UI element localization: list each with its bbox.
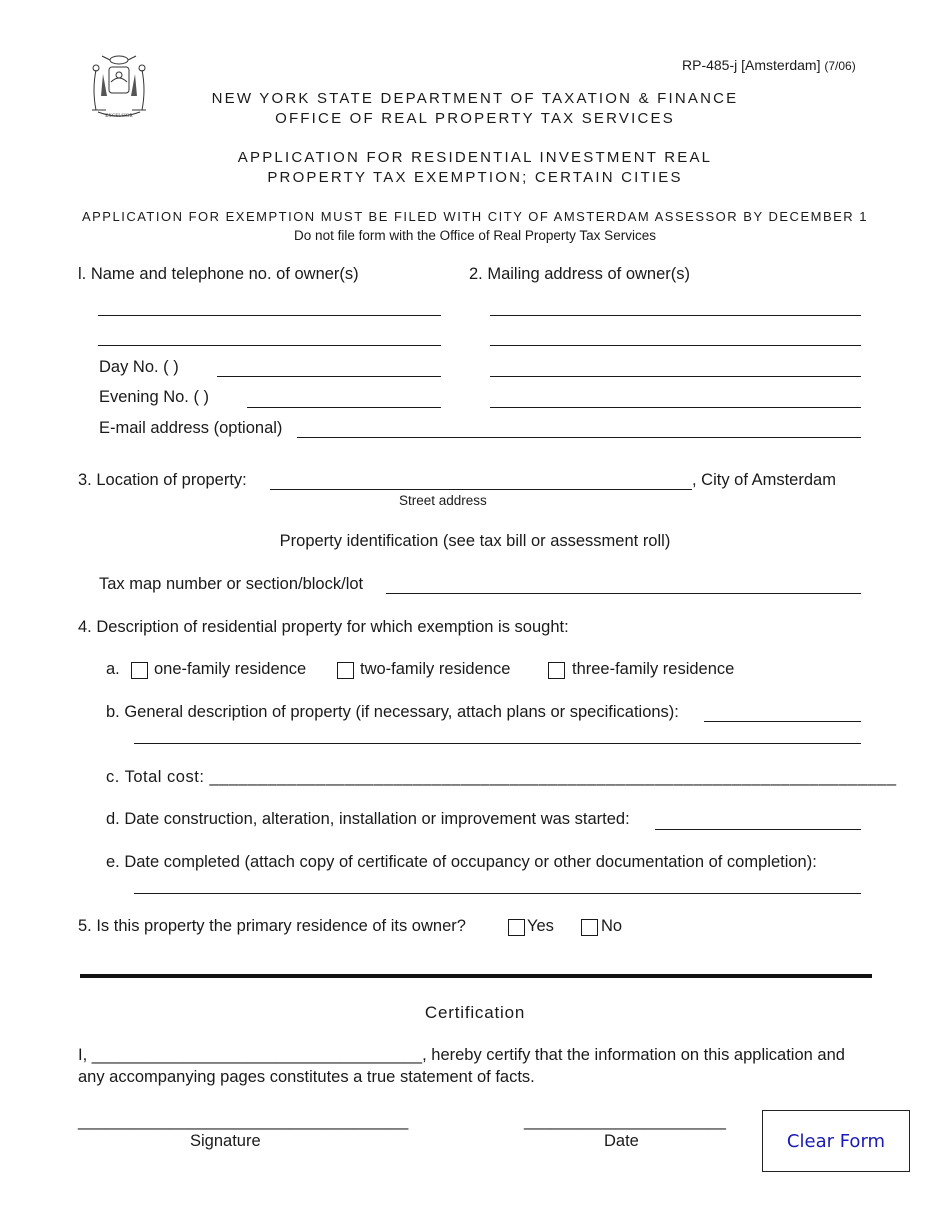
- svg-text:EXCELSIOR: EXCELSIOR: [105, 114, 133, 119]
- general-description-field-2[interactable]: [134, 743, 861, 744]
- mailing-address-label: 2. Mailing address of owner(s): [469, 265, 691, 283]
- mailing-address-field-1[interactable]: [490, 315, 861, 316]
- description-label: 4. Description of residential property for which exemption is sought:: [78, 618, 569, 636]
- item-a-prefix: a.: [106, 660, 120, 678]
- signature-label: Signature: [190, 1132, 261, 1150]
- start-date-label: d. Date construction, alteration, installation or improvement was started:: [106, 810, 630, 828]
- two-family-checkbox[interactable]: [337, 662, 354, 679]
- two-family-label: two-family residence: [360, 660, 511, 678]
- clear-form-button[interactable]: Clear Form: [762, 1110, 910, 1172]
- mailing-address-field-4[interactable]: [490, 407, 861, 408]
- form-id: [682, 57, 856, 73]
- date-field[interactable]: ______________________: [524, 1112, 726, 1130]
- evening-phone-label: Evening No. ( ): [99, 388, 210, 406]
- evening-phone-field[interactable]: [247, 407, 441, 408]
- three-family-checkbox[interactable]: [548, 662, 565, 679]
- form-id-text: RP-485-j [Amsterdam]: [682, 57, 821, 73]
- owner-name-label: l. Name and telephone no. of owner(s): [78, 265, 359, 283]
- certifier-name-field[interactable]: [95, 1046, 425, 1066]
- email-label: E-mail address (optional): [99, 419, 283, 437]
- email-field[interactable]: [297, 437, 861, 438]
- yes-label: Yes: [527, 917, 554, 935]
- completion-date-field[interactable]: [134, 893, 861, 894]
- certification-text-line-2: any accompanying pages constitutes a true statement of facts.: [78, 1068, 535, 1086]
- street-address-caption: Street address: [399, 493, 487, 508]
- mailing-address-field-2[interactable]: [490, 345, 861, 346]
- location-label: 3. Location of property:: [78, 471, 247, 489]
- no-checkbox[interactable]: [581, 919, 598, 936]
- start-date-field[interactable]: [655, 829, 861, 830]
- property-id-heading: Property identification (see tax bill or assessment roll): [279, 532, 671, 550]
- street-address-field[interactable]: [270, 489, 692, 490]
- total-cost-label: c. Total cost: _______________________________________________________________________: [106, 768, 897, 786]
- general-description-field-1[interactable]: [704, 721, 861, 722]
- total-cost-field[interactable]: [216, 768, 861, 788]
- certification-text-line-1: I, ____________________________________, hereby certify that the information on this application and: [78, 1046, 845, 1064]
- certification-heading: Certification: [424, 1003, 526, 1022]
- tax-map-field[interactable]: [386, 593, 861, 594]
- section-divider: [80, 974, 872, 978]
- no-label: No: [601, 917, 623, 935]
- day-phone-field[interactable]: [217, 376, 441, 377]
- owner-name-field-2[interactable]: [98, 345, 441, 346]
- completion-date-label: e. Date completed (attach copy of certificate of occupancy or other documentation of completion):: [106, 853, 817, 871]
- department-line-2: OFFICE OF REAL PROPERTY TAX SERVICES: [275, 110, 675, 127]
- mailing-address-field-3[interactable]: [490, 376, 861, 377]
- department-line-1: NEW YORK STATE DEPARTMENT OF TAXATION & FINANCE: [211, 90, 739, 107]
- form-title-line-1: APPLICATION FOR RESIDENTIAL INVESTMENT REAL: [237, 149, 713, 166]
- filing-notice: APPLICATION FOR EXEMPTION MUST BE FILED WITH CITY OF AMSTERDAM ASSESSOR BY DECEMBER 1: [81, 209, 869, 224]
- filing-subnotice: Do not file form with the Office of Real Property Tax Services: [294, 228, 656, 243]
- form-date: (7/06): [824, 59, 856, 73]
- general-description-label: b. General description of property (if necessary, attach plans or specifications):: [106, 703, 679, 721]
- city-suffix: , City of Amsterdam: [692, 471, 836, 489]
- owner-name-field-1[interactable]: [98, 315, 441, 316]
- form-title-line-2: PROPERTY TAX EXEMPTION; CERTAIN CITIES: [267, 169, 683, 186]
- one-family-checkbox[interactable]: [131, 662, 148, 679]
- yes-checkbox[interactable]: [508, 919, 525, 936]
- one-family-label: one-family residence: [154, 660, 307, 678]
- three-family-label: three-family residence: [572, 660, 735, 678]
- signature-field[interactable]: ____________________________________: [78, 1112, 409, 1130]
- date-label: Date: [604, 1132, 639, 1150]
- primary-residence-label: 5. Is this property the primary residence of its owner?: [78, 917, 466, 935]
- day-phone-label: Day No. ( ): [99, 358, 179, 376]
- tax-map-label: Tax map number or section/block/lot: [99, 575, 364, 593]
